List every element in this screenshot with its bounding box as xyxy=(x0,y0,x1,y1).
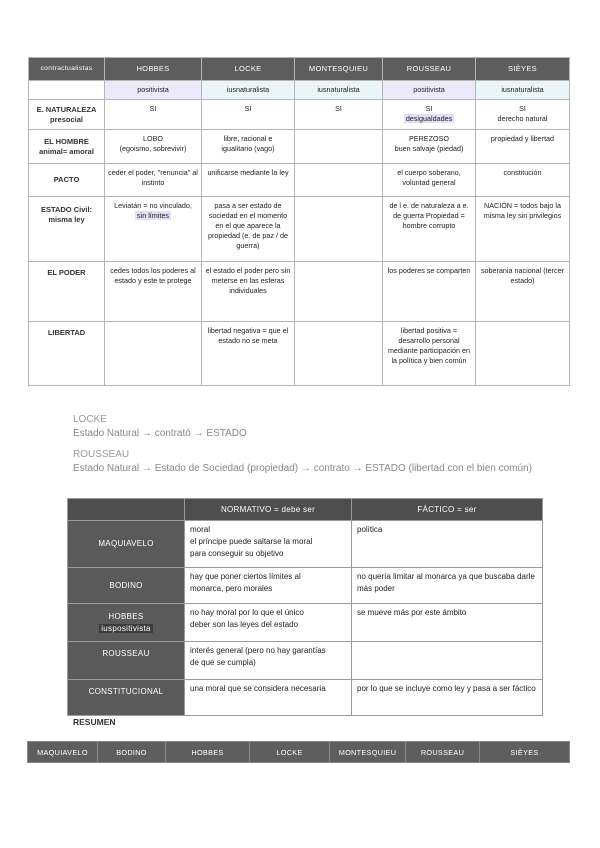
table-cell: SI xyxy=(105,100,202,130)
table-cell xyxy=(105,130,202,164)
table-cell xyxy=(185,521,352,568)
row-label: BODINO xyxy=(68,568,185,604)
table-cell xyxy=(352,642,543,680)
note-title-rousseau: ROUSSEAU xyxy=(73,449,130,460)
cell-line: para conseguir su objetivo xyxy=(190,549,284,558)
cell-line: igualitario (vago) xyxy=(221,144,275,153)
table-cell: cedes todos los poderes al estado y este te protege xyxy=(105,262,202,322)
cell-line: de que se cumpla) xyxy=(190,658,256,667)
table-cell xyxy=(105,197,202,262)
row-label-text: HOBBES xyxy=(108,611,144,621)
row-label-badge: iuspositivista xyxy=(101,623,151,633)
table-cell xyxy=(105,322,202,386)
table-cell xyxy=(476,322,570,386)
table-cell xyxy=(383,130,476,164)
table-cell: de l e. de naturaleza a e. de guerra Propiedad = hombre corrupto xyxy=(383,197,476,262)
table-cell: pasa a ser estado de sociedad en el momento en el que aparece la propiedad (e. de paz / de guerra) xyxy=(202,197,295,262)
table-cell: los poderes se comparten xyxy=(383,262,476,322)
row-label: LIBERTAD xyxy=(29,322,105,386)
row-label: E. NATURALEZA presocial xyxy=(29,100,105,130)
row-label: ESTADO Civil: misma ley xyxy=(29,197,105,262)
cell-line: libre, racional e xyxy=(223,134,273,143)
header-maquiavelo: MAQUIAVELO xyxy=(28,742,98,763)
cell-line: monarca, pero morales xyxy=(190,584,273,593)
table-cell: constitución xyxy=(476,164,570,197)
cell-line: buen salvaje (piedad) xyxy=(394,144,464,153)
table-row xyxy=(29,164,570,197)
table-cell: el cuerpo soberano, voluntad general xyxy=(383,164,476,197)
table-cell: propiedad y libertad xyxy=(476,130,570,164)
header-locke: LOCKE xyxy=(202,58,295,81)
row-label: PACTO xyxy=(29,164,105,197)
row-label: MAQUIAVELO xyxy=(68,521,185,568)
cell-line: hay que poner ciertos límites al xyxy=(190,572,301,581)
table-row xyxy=(68,521,543,568)
header-contractualistas: contractualistas xyxy=(29,58,105,81)
table-row xyxy=(68,642,543,680)
row-label: ROUSSEAU xyxy=(68,642,185,680)
table-cell: libertad positiva = desarrollo personal mediante participación en la política y bien común xyxy=(383,322,476,386)
cell-line: SI xyxy=(425,104,433,113)
table-cell xyxy=(185,568,352,604)
header-factico: FÁCTICO = ser xyxy=(352,499,543,521)
table-cell: SI xyxy=(202,100,295,130)
note-line-locke: Estado Natural → contrató → ESTADO xyxy=(73,428,247,439)
table-cell: no quería limitar al monarca ya que buscaba darle más poder xyxy=(352,568,543,604)
table-row xyxy=(29,130,570,164)
note-title-locke: LOCKE xyxy=(73,414,107,425)
table-cell xyxy=(295,322,383,386)
subheader-cell: iusnaturalista xyxy=(202,81,295,100)
table-cell: unificarse mediante la ley xyxy=(202,164,295,197)
table-cell xyxy=(295,197,383,262)
header-montesquieu: MONTESQUIEU xyxy=(330,742,406,763)
cell-line: el príncipe puede saltarse la moral xyxy=(190,537,313,546)
note-line-rousseau: Estado Natural → Estado de Sociedad (propiedad) → contrato → ESTADO (libertad con el bien común) xyxy=(73,463,532,474)
table-header-row xyxy=(28,742,570,763)
header-montesquieu: MONTESQUIEU xyxy=(295,58,383,81)
cell-line: LOBO xyxy=(143,134,163,143)
table-cell xyxy=(295,164,383,197)
cell-line: SI xyxy=(519,104,526,113)
table-cell: por lo que se incluye como ley y pasa a ser fáctico xyxy=(352,680,543,716)
cell-line: PEREZOSO xyxy=(409,134,449,143)
row-label: CONSTITUCIONAL xyxy=(68,680,185,716)
subheader-cell: positivista xyxy=(383,81,476,100)
table-cell: el estado el poder pero sin meterse en las esferas individuales xyxy=(202,262,295,322)
table-cell: soberania nacional (tercer estado) xyxy=(476,262,570,322)
table-cell xyxy=(185,604,352,642)
table-row xyxy=(29,197,570,262)
table-cell: libertad negativa = que el estado no se meta xyxy=(202,322,295,386)
table-cell xyxy=(295,130,383,164)
cell-text: Leviatán = no vinculado, xyxy=(114,201,192,210)
table-cell xyxy=(185,642,352,680)
table-cell xyxy=(476,100,570,130)
cell-line: (egoismo, sobrevivir) xyxy=(119,144,187,153)
table-cell: ceder el poder, "renuncia" al instinto xyxy=(105,164,202,197)
table-subheader-row xyxy=(29,81,570,100)
header-rousseau: ROUSSEAU xyxy=(406,742,480,763)
header-sieyes: SIÈYES xyxy=(476,58,570,81)
header-hobbes: HOBBES xyxy=(166,742,250,763)
cell-highlight: desigualdades xyxy=(405,114,453,123)
cell-line: no hay moral por lo que el único xyxy=(190,608,304,617)
table-cell xyxy=(295,262,383,322)
header-rousseau: ROUSSEAU xyxy=(383,58,476,81)
notes-section xyxy=(73,413,532,476)
table-cell: NACIÓN = todos bajo la misma ley sin privilegios xyxy=(476,197,570,262)
header-bodino: BODINO xyxy=(98,742,166,763)
header-empty xyxy=(68,499,185,521)
subheader-cell: positivista xyxy=(105,81,202,100)
cell-line: deber son las leyes del estado xyxy=(190,620,299,629)
table-row xyxy=(29,262,570,322)
table-cell xyxy=(202,130,295,164)
table-cell: política xyxy=(352,521,543,568)
normativo-factico-table xyxy=(67,498,543,716)
cell-line: derecho natural xyxy=(497,114,548,123)
subheader-cell: iusnaturalista xyxy=(295,81,383,100)
table-row xyxy=(29,322,570,386)
table-cell: se mueve más por este ámbito xyxy=(352,604,543,642)
row-label xyxy=(68,604,185,642)
table-row xyxy=(68,604,543,642)
table-row xyxy=(68,568,543,604)
table-cell: SI xyxy=(295,100,383,130)
table-cell xyxy=(383,100,476,130)
table-header-row xyxy=(68,499,543,521)
cell-line: moral xyxy=(190,525,211,534)
subheader-cell: iusnaturalista xyxy=(476,81,570,100)
table-row xyxy=(68,680,543,716)
contractualistas-table xyxy=(28,57,570,386)
resumen-label: RESUMEN xyxy=(73,717,116,727)
table-cell: una moral que se considera necesaria xyxy=(185,680,352,716)
header-hobbes: HOBBES xyxy=(105,58,202,81)
table-header-row xyxy=(29,58,570,81)
subheader-cell xyxy=(29,81,105,100)
row-label: EL PODER xyxy=(29,262,105,322)
header-normativo: NORMATIVO = debe ser xyxy=(185,499,352,521)
cell-line: interés general (pero no hay garantías xyxy=(190,646,326,655)
header-sieyes: SIÈYES xyxy=(480,742,570,763)
header-locke: LOCKE xyxy=(250,742,330,763)
resumen-table xyxy=(27,741,570,763)
row-label: EL HOMBRE animal= amoral xyxy=(29,130,105,164)
table-row xyxy=(29,100,570,130)
cell-highlight: sin límites xyxy=(137,211,169,220)
